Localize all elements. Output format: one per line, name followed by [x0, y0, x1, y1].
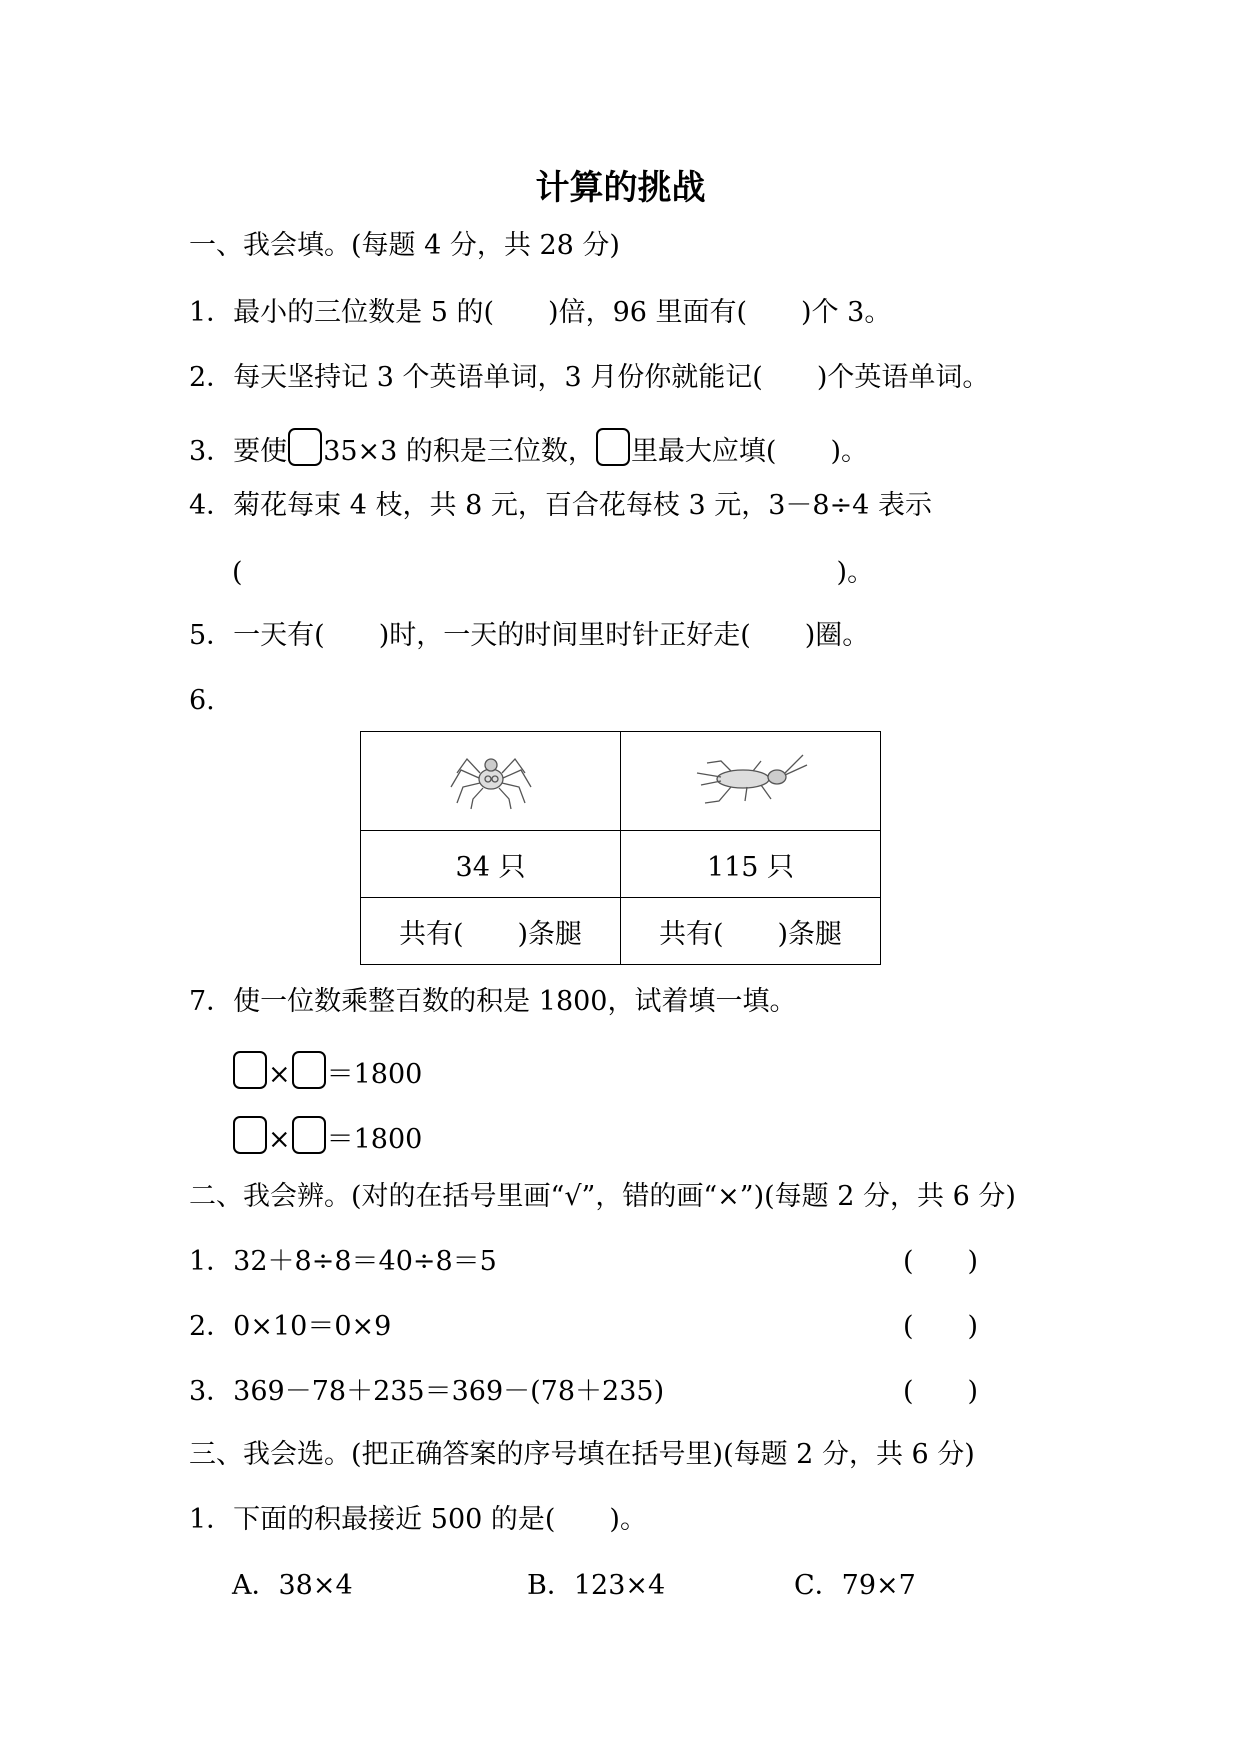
choice-b[interactable]: B．123×4	[527, 1570, 666, 1601]
question-1-6-number: 6.	[189, 685, 215, 716]
times-sign: ×	[268, 1124, 291, 1155]
legs-table	[360, 731, 881, 965]
page-title: 计算的挑战	[535, 168, 706, 208]
cricket-icon	[691, 743, 811, 813]
question-1-4-line2: ( )。	[232, 557, 875, 588]
question-1-1: 1．最小的三位数是 5 的( )倍，96 里面有( )个 3。	[189, 297, 892, 328]
cricket-legs-answer: 共有( )条腿	[621, 898, 881, 965]
judge-item-3: 3．369－78＋235＝369－(78＋235)	[189, 1376, 665, 1407]
answer-box[interactable]	[292, 1051, 326, 1089]
spider-cell	[361, 732, 621, 831]
choice-a[interactable]: A．38×4	[232, 1570, 353, 1601]
section-1-header: 一、我会填。(每题 4 分，共 28 分)	[189, 230, 620, 261]
cricket-count: 115 只	[621, 831, 881, 898]
question-1-3-suffix: 里最大应填( )。	[630, 436, 869, 467]
choice-c[interactable]: C．79×7	[794, 1570, 916, 1601]
answer-box[interactable]	[596, 428, 630, 466]
judge-answer-1[interactable]: ( )	[903, 1246, 979, 1277]
spider-legs-answer: 共有( )条腿	[361, 898, 621, 965]
spider-count: 34 只	[361, 831, 621, 898]
choice-question-1: 1．下面的积最接近 500 的是( )。	[189, 1504, 647, 1535]
question-1-3-prefix: 3．要使	[189, 436, 288, 467]
judge-item-1: 1．32＋8÷8＝40÷8＝5	[189, 1246, 497, 1277]
equation-result: ＝1800	[326, 1059, 423, 1090]
answer-box[interactable]	[292, 1116, 326, 1154]
spider-icon	[443, 743, 539, 813]
judge-answer-3[interactable]: ( )	[903, 1376, 979, 1407]
question-1-7-prompt: 7．使一位数乘整百数的积是 1800，试着填一填。	[189, 986, 797, 1017]
judge-item-2: 2．0×10＝0×9	[189, 1311, 392, 1342]
question-1-3	[189, 428, 868, 470]
judge-answer-2[interactable]: ( )	[903, 1311, 979, 1342]
times-sign: ×	[268, 1059, 291, 1090]
question-1-4-line1: 4．菊花每束 4 枝，共 8 元，百合花每枝 3 元，3－8÷4 表示	[189, 490, 932, 521]
answer-box[interactable]	[288, 428, 322, 466]
question-1-3-mid: 35×3 的积是三位数，	[323, 436, 595, 467]
cricket-cell	[621, 732, 881, 831]
answer-box[interactable]	[233, 1051, 267, 1089]
section-3-header: 三、我会选。(把正确答案的序号填在括号里)(每题 2 分，共 6 分)	[189, 1439, 975, 1470]
answer-box[interactable]	[233, 1116, 267, 1154]
section-2-header: 二、我会辨。(对的在括号里画“√”，错的画“×”)(每题 2 分，共 6 分)	[189, 1181, 1016, 1212]
equation-row	[232, 1116, 422, 1158]
equation-result: ＝1800	[326, 1124, 423, 1155]
question-1-5: 5．一天有( )时，一天的时间里时针正好走( )圈。	[189, 620, 870, 651]
equation-row	[232, 1051, 422, 1093]
question-1-2: 2．每天坚持记 3 个英语单词，3 月份你就能记( )个英语单词。	[189, 362, 990, 393]
